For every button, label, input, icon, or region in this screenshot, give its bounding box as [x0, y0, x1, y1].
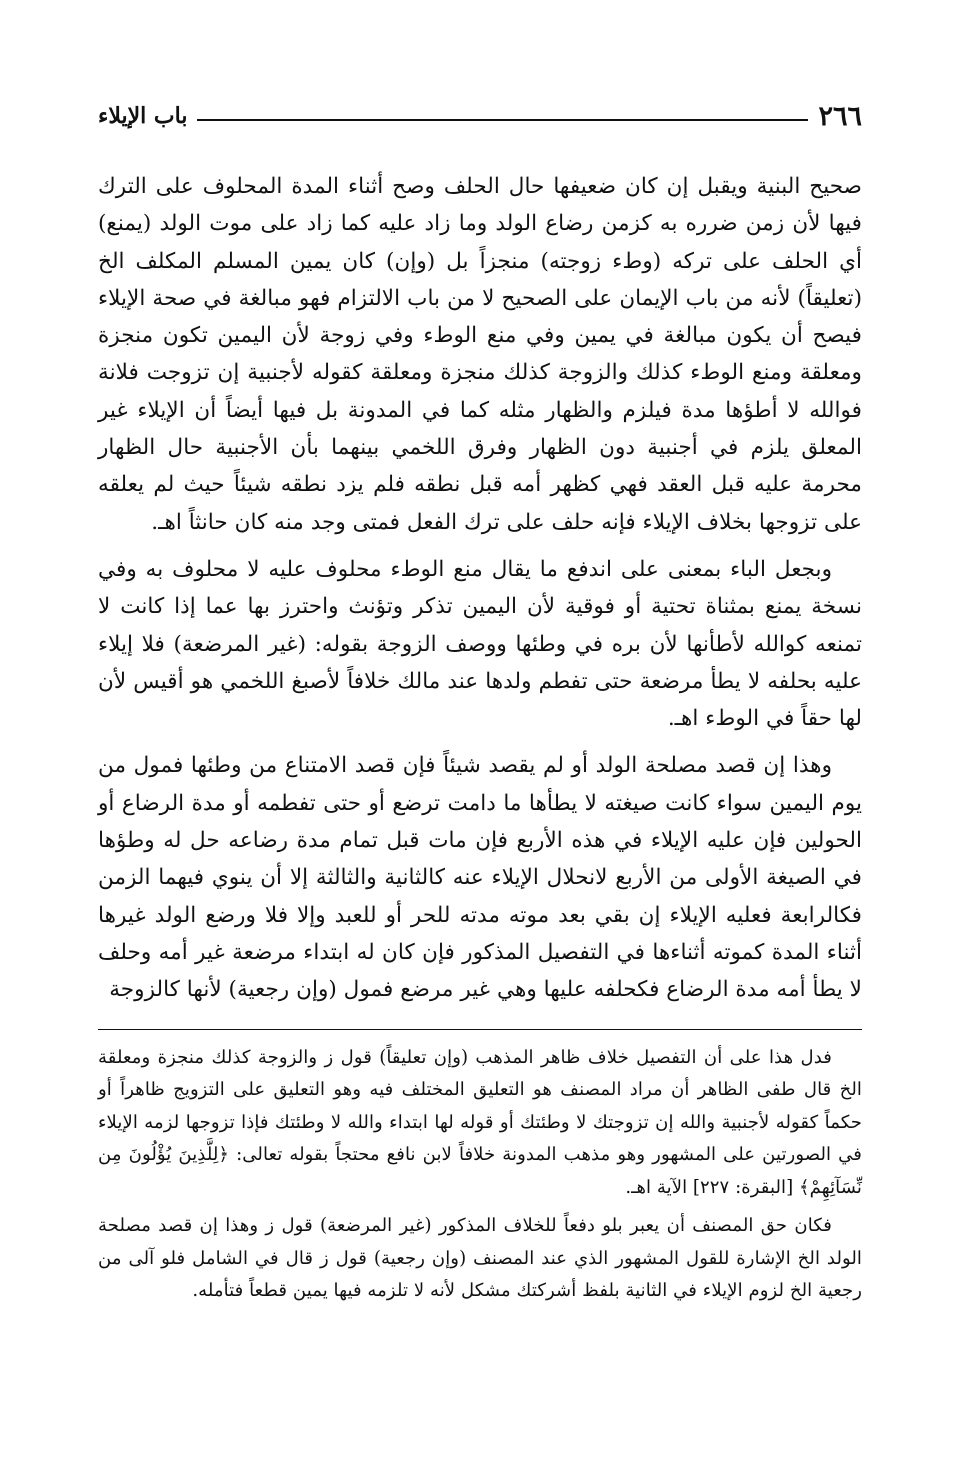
chapter-title: باب الإيلاء [98, 103, 188, 129]
main-paragraph: وبجعل الباء بمعنى على اندفع ما يقال منع الوطء محلوف عليه لا محلوف به وفي نسخة يمنع بمثناة تحتية أو فوقية لأن اليمين تذكر وتؤنث واحترز بها عما إذا كانت لا تمنعه كوالله لأطأنها لأن بره في وطئها ووصف الزوجة بقوله: (غير المرضعة) فلا إيلاء عليه بحلفه لا يطأ مرضعة حتى تفطم ولدها عند مالك خلافاً لأصبغ اللخمي هو أقيس لأن لها حقاً في الوطء اهـ. [98, 556, 862, 732]
page-header [98, 96, 862, 136]
footnote-separator [98, 1029, 862, 1030]
footnote-paragraph: فدل هذا على أن التفصيل خلاف ظاهر المذهب (وإن تعليقاً) قول ز والزوجة كذلك منجزة ومعلقة الخ قال طفى الظاهر أن مراد المصنف هو التعليق المختلف فيه وهو التعليق على التزويج ظاهراً أو حكماً كقوله لأجنبية والله إن تزوجتك لا وطئتك أو قوله لها ابتداء والله لا وطئتك فإذا تزوجها لزمه الإيلاء في الصورتين على المشهور وهو مذهب المدونة خلافاً لابن نافع محتجاً بقوله تعالى: ﴿لِلَّذِينَ يُؤْلُونَ مِن نِّسَآئِهِمْ﴾ [البقرة: ٢٢٧] الآية اهـ. [98, 1046, 862, 1198]
main-paragraph: صحيح البنية ويقبل إن كان ضعيفها حال الحلف وصح أثناء المدة المحلوف على الترك فيها لأن زمن ضرره به كزمن رضاع الولد وما زاد عليه كما زاد على موت الولد (يمنع) أي الحلف على تركه (وطء زوجته) منجزاً بل (وإن) كان يمين المسلم المكلف الخ (تعليقاً) لأنه من باب الإيمان على الصحيح لا من باب الالتزام فهو مبالغة في صحة الإيلاء فيصح أن يكون مبالغة في يمين وفي منع الوطء وفي زوجة لأن اليمين تكون منجزة ومعلقة ومنع الوطء كذلك والزوجة كذلك منجزة ومعلقة كقوله لأجنبية إن تزوجت فلانة فوالله لا أطؤها مدة فيلزم والظهار مثله كما في المدونة بل فيها أيضاً أن الإيلاء غير المعلق يلزم في أجنبية دون الظهار وفرق اللخمي بينهما بأن الأجنبية حال الظهار محرمة عليه قبل العقد فهي كظهر أمه قبل نطقه فلم يزد نطقه شيئاً حيث لم يعلقه على تزوجها بخلاف الإيلاء فإنه حلف على ترك الفعل فمتى وجد منه كان حانثاً اهـ. [98, 174, 862, 535]
book-page [98, 96, 862, 1308]
footnotes [98, 1042, 862, 1308]
header-rule [197, 119, 808, 121]
footnote-paragraph: فكان حق المصنف أن يعبر بلو دفعاً للخلاف المذكور (غير المرضعة) قول ز وهذا إن قصد مصلحة الولد الخ الإشارة للقول المشهور الذي عند المصنف (وإن رجعية) قول ز قال في الشامل فلو آلى من رجعية الخ لزوم الإيلاء في الثانية بلفظ أشركتك مشكل لأنه لا تلزمه فيها يمين قطعاً فتأمله. [98, 1215, 862, 1302]
main-paragraph: وهذا إن قصد مصلحة الولد أو لم يقصد شيئاً فإن قصد الامتناع من وطئها فمول من يوم اليمين سواء كانت صيغته لا يطأها ما دامت ترضع أو حتى تفطمه أو مدة الرضاع أو الحولين فإن عليه الإيلاء في هذه الأربع فإن مات قبل تمام مدة رضاعه حل له وطؤها في الصيغة الأولى من الأربع لانحلال الإيلاء عنه كالثانية والثالثة إلا أن ينوي فيهما الزمن فكالرابعة فعليه الإيلاء إن بقي بعد موته مدته للحر أو للعبد وإلا فلا ورضع الولد غيرها أثناء المدة كموته أثناءها في التفصيل المذكور فإن كان له ابتداء مرضعة غير أمه وحلف لا يطأ أمه مدة الرضاع فكحلفه عليها وهي غير مرضع فمول (وإن رجعية) لأنها كالزوجة [98, 753, 862, 1003]
page-number: ٢٦٦ [818, 100, 862, 132]
main-text [98, 168, 862, 1009]
